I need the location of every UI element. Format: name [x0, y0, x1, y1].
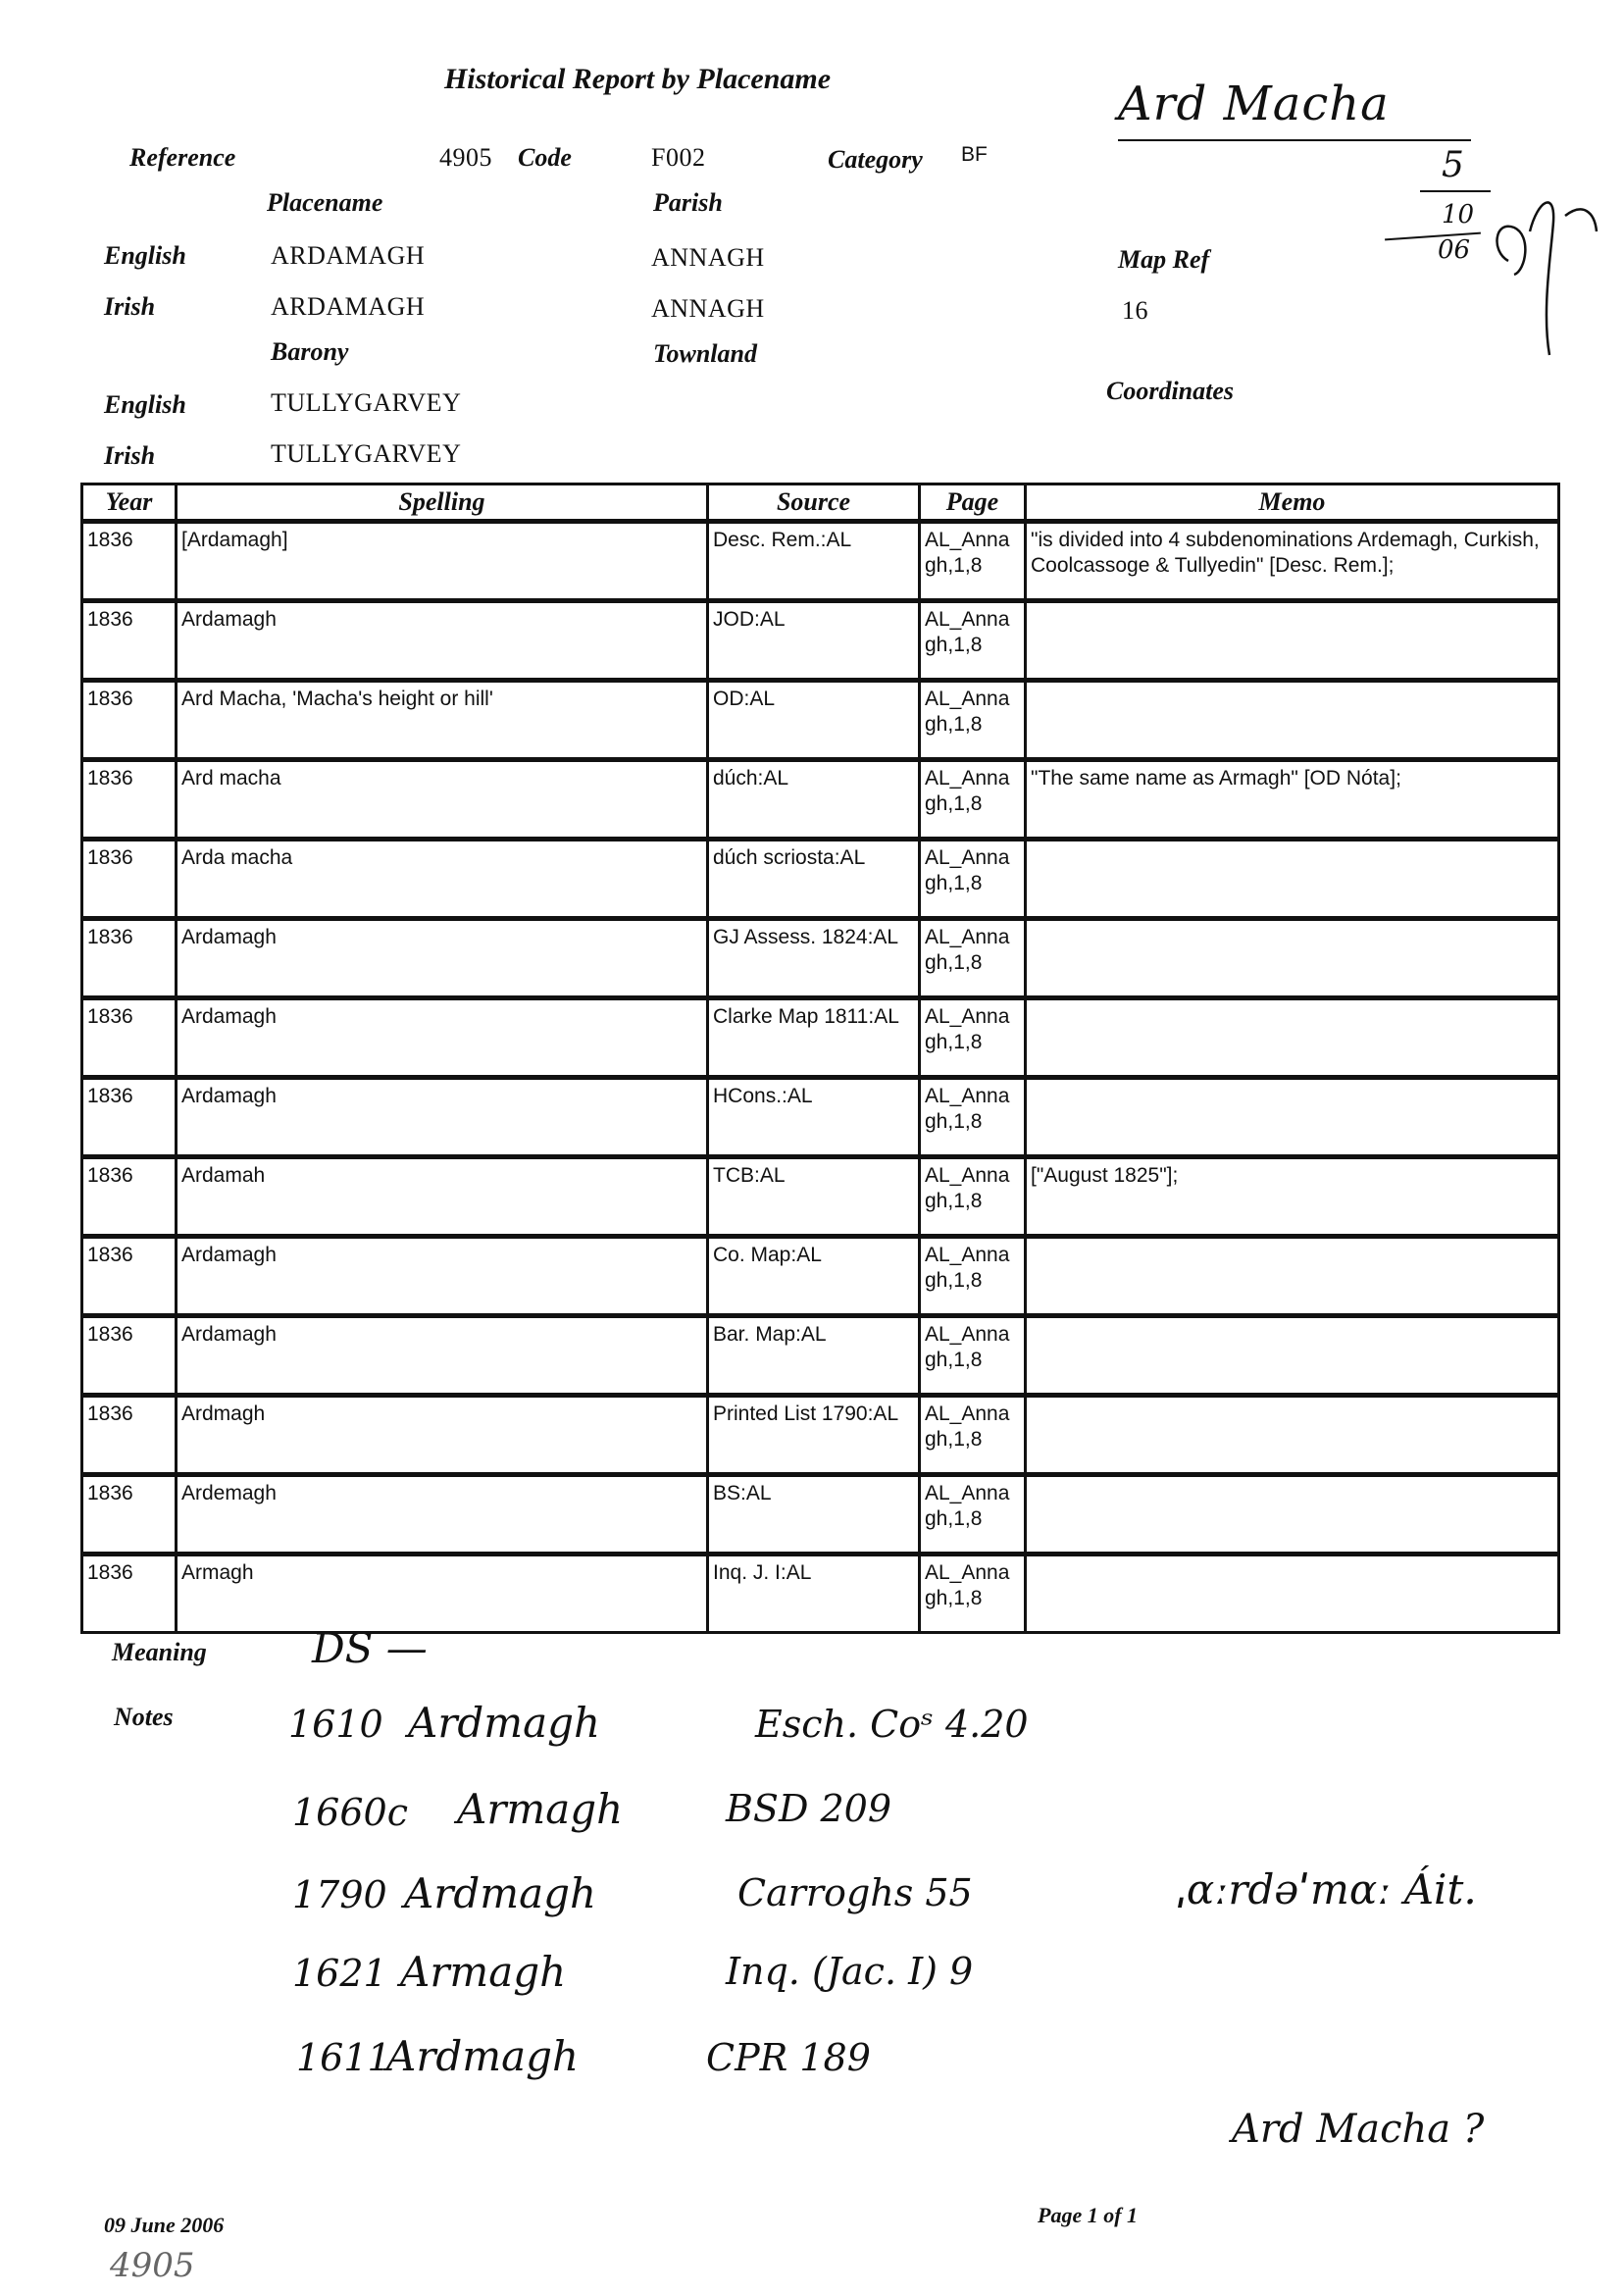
cell-page: AL_Annagh,1,8	[920, 1078, 1026, 1157]
cell-source: Bar. Map:AL	[708, 1316, 920, 1396]
cell-page: AL_Annagh,1,8	[920, 1316, 1026, 1396]
table-body	[82, 522, 1559, 1633]
handwritten-meaning: DS —	[312, 1624, 428, 1672]
cell-year: 1836	[82, 601, 177, 681]
table-row	[82, 681, 1559, 760]
cell-year: 1836	[82, 1396, 177, 1475]
handwritten-date-line-1	[1420, 190, 1491, 192]
cell-spelling: Ardamagh	[177, 1078, 708, 1157]
coordinates-label: Coordinates	[1106, 377, 1235, 405]
handwritten-underline	[1118, 139, 1471, 141]
table-row	[82, 522, 1559, 601]
table-row	[82, 1316, 1559, 1396]
col-memo-header: Memo	[1026, 484, 1559, 522]
cell-page: AL_Annagh,1,8	[920, 601, 1026, 681]
cell-source: GJ Assess. 1824:AL	[708, 919, 920, 998]
cell-source: BS:AL	[708, 1475, 920, 1555]
footer-page: Page 1 of 1	[1038, 2203, 1139, 2227]
table-row	[82, 840, 1559, 919]
cell-memo	[1026, 840, 1559, 919]
col-source-header: Source	[708, 484, 920, 522]
cell-page: AL_Annagh,1,8	[920, 522, 1026, 601]
handwritten-bottom-ref: 4905	[110, 2246, 195, 2285]
note-source: Carroghs 55	[737, 1871, 973, 1914]
cell-year: 1836	[82, 1316, 177, 1396]
note-year: 1610	[288, 1703, 383, 1746]
table-row	[82, 1396, 1559, 1475]
note-source: CPR 189	[706, 2036, 871, 2079]
cell-year: 1836	[82, 1475, 177, 1555]
cell-year: 1836	[82, 681, 177, 760]
reference-value: 4905	[439, 143, 492, 172]
cell-spelling: Ardamagh	[177, 601, 708, 681]
cell-memo: ["August 1825"];	[1026, 1157, 1559, 1237]
note-source: Inq. (Jac. I) 9	[726, 1950, 974, 1993]
cell-memo	[1026, 601, 1559, 681]
cell-spelling: Ardamagh	[177, 1237, 708, 1316]
cell-year: 1836	[82, 1555, 177, 1633]
cell-memo	[1026, 1316, 1559, 1396]
cell-source: dúch scriosta:AL	[708, 840, 920, 919]
placename-english: ARDAMAGH	[271, 241, 426, 270]
note-name: Ardmagh	[386, 2032, 580, 2080]
cell-spelling: Ardemagh	[177, 1475, 708, 1555]
page-title: Historical Report by Placename	[443, 63, 832, 95]
table-row	[82, 1555, 1559, 1633]
cell-year: 1836	[82, 1078, 177, 1157]
note-name: Armagh	[400, 1948, 567, 1996]
cell-year: 1836	[82, 998, 177, 1078]
cell-page: AL_Annagh,1,8	[920, 919, 1026, 998]
cell-page: AL_Annagh,1,8	[920, 1396, 1026, 1475]
handwritten-pronunciation: ˌɑːrdəˈmɑː Áit.	[1175, 1865, 1477, 1913]
townland-label: Townland	[653, 339, 757, 368]
cell-page: AL_Annagh,1,8	[920, 840, 1026, 919]
col-page-header: Page	[920, 484, 1026, 522]
cell-memo	[1026, 681, 1559, 760]
map-ref-value: 16	[1122, 296, 1148, 325]
table-row	[82, 919, 1559, 998]
signature-mark	[1489, 192, 1606, 369]
cell-memo	[1026, 919, 1559, 998]
cell-memo	[1026, 1237, 1559, 1316]
table-row	[82, 760, 1559, 840]
cell-spelling: Ard Macha, 'Macha's height or hill'	[177, 681, 708, 760]
cell-spelling: Ardamah	[177, 1157, 708, 1237]
note-year: 1660c	[292, 1791, 408, 1834]
note-name: Ardmagh	[408, 1699, 601, 1747]
code-value: F002	[651, 143, 706, 172]
cell-memo	[1026, 1078, 1559, 1157]
cell-year: 1836	[82, 840, 177, 919]
cell-page: AL_Annagh,1,8	[920, 998, 1026, 1078]
table-row	[82, 998, 1559, 1078]
history-table	[80, 483, 1560, 1634]
barony-irish-label: Irish	[104, 441, 156, 470]
map-ref-label: Map Ref	[1118, 245, 1210, 274]
cell-memo	[1026, 1396, 1559, 1475]
parish-english: ANNAGH	[651, 243, 765, 272]
note-year: 1611	[296, 2036, 391, 2079]
note-source: BSD 209	[726, 1787, 892, 1830]
barony-irish: TULLYGARVEY	[271, 439, 462, 468]
handwritten-date-month: 10	[1442, 200, 1475, 229]
irish-label: Irish	[104, 292, 156, 321]
cell-source: JOD:AL	[708, 601, 920, 681]
cell-spelling: Ardamagh	[177, 998, 708, 1078]
cell-source: HCons.:AL	[708, 1078, 920, 1157]
table-row	[82, 1078, 1559, 1157]
col-spelling-header: Spelling	[177, 484, 708, 522]
barony-english: TULLYGARVEY	[271, 388, 462, 417]
handwritten-title: Ard Macha	[1118, 76, 1390, 131]
cell-spelling: Arda macha	[177, 840, 708, 919]
category-value: BF	[961, 143, 988, 166]
cell-source: OD:AL	[708, 681, 920, 760]
cell-year: 1836	[82, 1157, 177, 1237]
cell-year: 1836	[82, 760, 177, 840]
footer-date: 09 June 2006	[104, 2213, 225, 2237]
note-year: 1621	[292, 1952, 387, 1995]
barony-label: Barony	[271, 337, 349, 366]
cell-page: AL_Annagh,1,8	[920, 1475, 1026, 1555]
cell-spelling: Ardamagh	[177, 1316, 708, 1396]
cell-spelling: Ardmagh	[177, 1396, 708, 1475]
cell-page: AL_Annagh,1,8	[920, 1555, 1026, 1633]
notes-label: Notes	[114, 1703, 174, 1731]
cell-memo: "is divided into 4 subdenominations Ardemagh, Curkish, Coolcassoge & Tullyedin" [Desc. Rem.];	[1026, 522, 1559, 601]
handwritten-bottom-note: Ard Macha ?	[1232, 2107, 1485, 2152]
table-row	[82, 601, 1559, 681]
barony-english-label: English	[104, 390, 186, 419]
cell-year: 1836	[82, 1237, 177, 1316]
note-year: 1790	[292, 1873, 387, 1916]
cell-source: Printed List 1790:AL	[708, 1396, 920, 1475]
cell-spelling: Ard macha	[177, 760, 708, 840]
cell-source: Inq. J. I:AL	[708, 1555, 920, 1633]
cell-spelling: Ardamagh	[177, 919, 708, 998]
cell-page: AL_Annagh,1,8	[920, 681, 1026, 760]
handwritten-date-day: 5	[1442, 145, 1464, 185]
cell-page: AL_Annagh,1,8	[920, 1157, 1026, 1237]
parish-label: Parish	[653, 188, 723, 217]
code-label: Code	[518, 143, 572, 172]
category-label: Category	[828, 145, 923, 174]
cell-year: 1836	[82, 919, 177, 998]
cell-source: Desc. Rem.:AL	[708, 522, 920, 601]
note-name: Armagh	[457, 1785, 624, 1833]
note-name: Ardmagh	[404, 1869, 597, 1917]
cell-source: dúch:AL	[708, 760, 920, 840]
cell-page: AL_Annagh,1,8	[920, 760, 1026, 840]
parish-irish: ANNAGH	[651, 294, 765, 323]
cell-memo	[1026, 1555, 1559, 1633]
table-row	[82, 1475, 1559, 1555]
cell-memo	[1026, 998, 1559, 1078]
cell-memo	[1026, 1475, 1559, 1555]
cell-source: TCB:AL	[708, 1157, 920, 1237]
placename-label: Placename	[267, 188, 383, 217]
placename-irish: ARDAMAGH	[271, 292, 426, 321]
english-label: English	[104, 241, 186, 270]
table-row	[82, 1237, 1559, 1316]
handwritten-date-year: 06	[1438, 235, 1471, 265]
cell-memo: "The same name as Armagh" [OD Nóta];	[1026, 760, 1559, 840]
table-header-row	[82, 484, 1559, 522]
cell-spelling: Armagh	[177, 1555, 708, 1633]
cell-source: Co. Map:AL	[708, 1237, 920, 1316]
meaning-label: Meaning	[112, 1638, 207, 1666]
cell-page: AL_Annagh,1,8	[920, 1237, 1026, 1316]
reference-label: Reference	[129, 143, 236, 172]
col-year-header: Year	[82, 484, 177, 522]
note-source: Esch. Coˢ 4.20	[755, 1703, 1029, 1746]
table-row	[82, 1157, 1559, 1237]
cell-source: Clarke Map 1811:AL	[708, 998, 920, 1078]
cell-spelling: [Ardamagh]	[177, 522, 708, 601]
cell-year: 1836	[82, 522, 177, 601]
